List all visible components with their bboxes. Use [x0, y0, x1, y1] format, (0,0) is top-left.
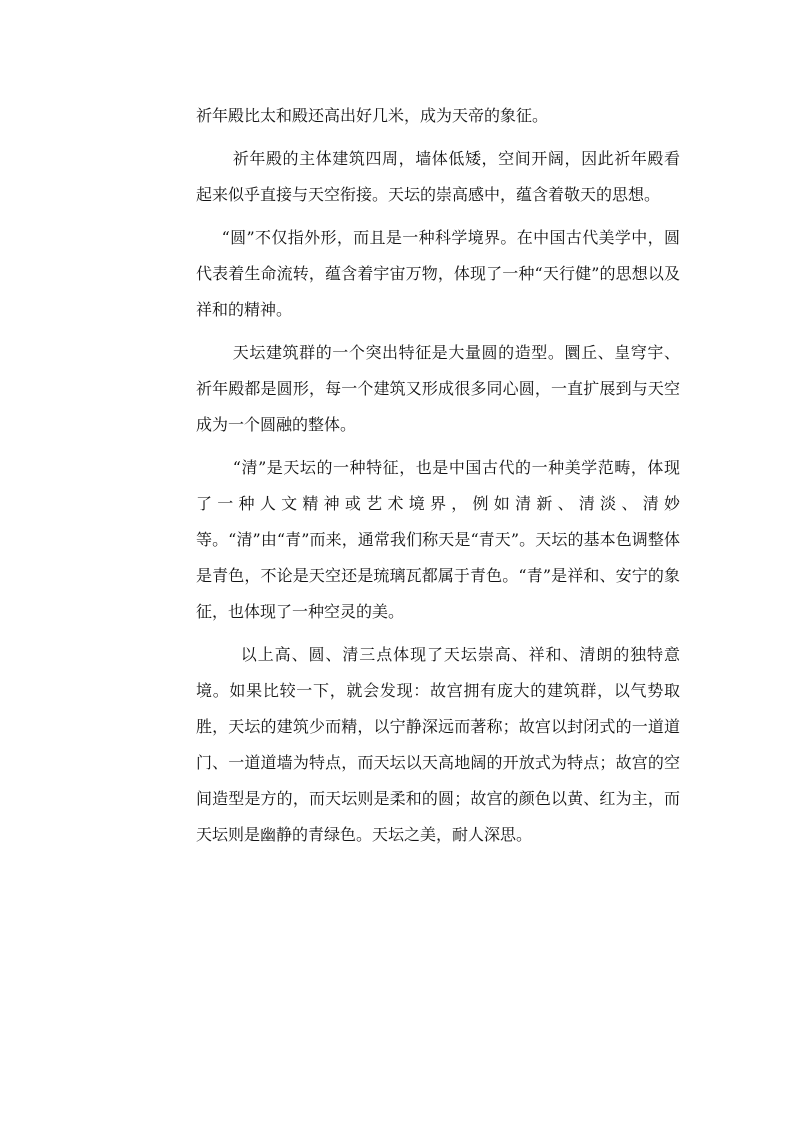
paragraph-2: 祈年殿的主体建筑四周，墙体低矮，空间开阔，因此祈年殿看起来似乎直接与天空衔接。天坛的崇高感中，蕴含着敬天的思想。 [196, 149, 680, 204]
paragraph-6: 以上高、圆、清三点体现了天坛崇高、祥和、清朗的独特意境。如果比较一下，就会发现：故宫拥有庞大的建筑群，以气势取胜，天坛的建筑少而精，以宁静深远而著称；故宫以封闭式的一道道门、一道道墙为特点，而天坛以天高地阔的开放式为特点；故宫的空间造型是方的，而天坛则是柔和的圆；故宫的颜色以黄、红为主，而天坛则是幽静的青绿色。天坛之美，耐人深思。 [196, 645, 680, 844]
paragraph-1: 祈年殿比太和殿还高出好几米，成为天帝的象征。 [196, 106, 549, 125]
document-body [196, 98, 680, 860]
paragraph-3: “圆”不仅指外形，而且是一种科学境界。在中国古代美学中，圆代表着生命流转，蕴含着宇宙万物，体现了一种“天行健”的思想以及祥和的精神。 [196, 228, 680, 319]
paragraph-5: “清”是天坛的一种特征，也是中国古代的一种美学范畴，体现了一种人文精神或艺术境界，例如清新、清淡、清妙等。“清”由“青”而来，通常我们称天是“青天”。天坛的基本色调整体是青色，不论是天空还是琉璃瓦都属于青色。“青”是祥和、安宁的象征，也体现了一种空灵的美。 [196, 458, 680, 621]
paragraph-4: 天坛建筑群的一个突出特征是大量圆的造型。圜丘、皇穹宇、祈年殿都是圆形，每一个建筑又形成很多同心圆，一直扩展到与天空成为一个圆融的整体。 [196, 343, 680, 434]
